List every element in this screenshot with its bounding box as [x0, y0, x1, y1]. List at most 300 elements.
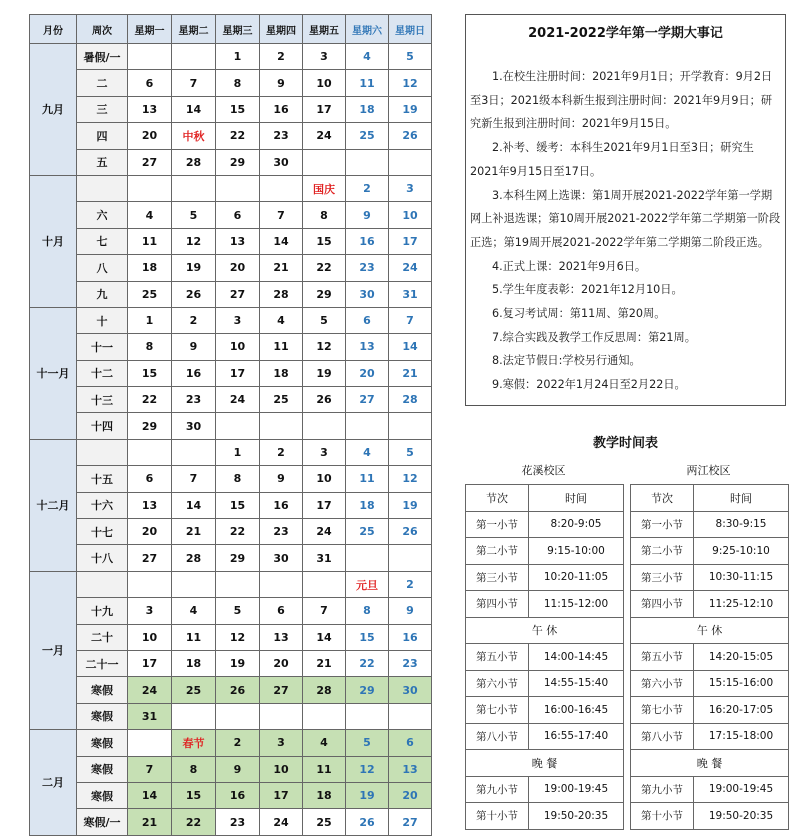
day-cell: 9	[172, 334, 216, 360]
day-cell: 10	[216, 334, 260, 360]
day-cell: 24	[303, 123, 346, 149]
day-cell: 21	[172, 519, 216, 545]
day-cell: 元旦	[346, 571, 389, 597]
day-cell	[346, 413, 389, 439]
month-label: 十月	[30, 175, 77, 307]
week-label: 十九	[77, 598, 128, 624]
calendar-row	[30, 228, 432, 254]
timetable-row	[631, 776, 789, 803]
section-time: 16:55-17:40	[529, 723, 624, 750]
day-cell: 29	[128, 413, 172, 439]
day-cell: 22	[172, 809, 216, 835]
section-time: 14:00-14:45	[529, 644, 624, 671]
day-cell: 24	[303, 519, 346, 545]
section-label: 第二小节	[631, 538, 694, 565]
day-cell: 9	[260, 466, 303, 492]
month-label: 十二月	[30, 439, 77, 571]
day-cell: 25	[346, 519, 389, 545]
timetable-header-row	[466, 485, 624, 512]
day-cell	[172, 175, 216, 201]
day-cell: 29	[346, 677, 389, 703]
day-cell: 8	[303, 202, 346, 228]
day-cell: 24	[389, 255, 432, 281]
day-cell: 18	[260, 360, 303, 386]
day-cell: 25	[346, 123, 389, 149]
week-label: 九	[77, 281, 128, 307]
section-time: 8:30-9:15	[694, 511, 789, 538]
day-cell: 28	[389, 387, 432, 413]
day-cell: 16	[346, 228, 389, 254]
header-wed: 星期三	[216, 15, 260, 44]
day-cell: 15	[216, 492, 260, 518]
event-item: 8.法定节假日:学校另行通知。	[492, 354, 641, 368]
day-cell: 7	[128, 756, 172, 782]
day-cell: 13	[128, 492, 172, 518]
day-cell	[260, 703, 303, 729]
timetable-row	[466, 644, 624, 671]
day-cell: 19	[389, 96, 432, 122]
day-cell: 20	[389, 782, 432, 808]
day-cell: 30	[346, 281, 389, 307]
day-cell: 27	[260, 677, 303, 703]
day-cell: 2	[389, 571, 432, 597]
month-label: 十一月	[30, 307, 77, 439]
calendar-row	[30, 730, 432, 756]
month-label: 二月	[30, 730, 77, 836]
calendar-row	[30, 439, 432, 465]
day-cell: 22	[303, 255, 346, 281]
day-cell: 6	[128, 70, 172, 96]
timetable-title: 教学时间表	[592, 436, 658, 451]
section-time: 19:00-19:45	[529, 776, 624, 803]
header-sat: 星期六	[346, 15, 389, 44]
dinner-break: 晚 餐	[466, 750, 624, 777]
month-label: 一月	[30, 571, 77, 729]
week-label: 十三	[77, 387, 128, 413]
event-item: 4.正式上课：2021年9月6日。	[492, 259, 647, 273]
day-cell: 15	[216, 96, 260, 122]
calendar-row	[30, 756, 432, 782]
day-cell: 13	[346, 334, 389, 360]
day-cell: 28	[172, 545, 216, 571]
header-month: 月份	[30, 15, 77, 44]
day-cell: 13	[128, 96, 172, 122]
section-time: 16:20-17:05	[694, 697, 789, 724]
day-cell: 22	[346, 650, 389, 676]
day-cell: 27	[128, 149, 172, 175]
event-item: 2.补考、缓考：本科生2021年9月1日至3日；研究生2021年9月15日至17日。	[470, 141, 754, 178]
calendar-row	[30, 677, 432, 703]
section-label: 第三小节	[466, 564, 529, 591]
calendar-row	[30, 624, 432, 650]
day-cell: 26	[216, 677, 260, 703]
day-cell: 14	[260, 228, 303, 254]
day-cell: 6	[260, 598, 303, 624]
calendar-row	[30, 598, 432, 624]
day-cell: 16	[172, 360, 216, 386]
day-cell: 2	[172, 307, 216, 333]
day-cell: 13	[216, 228, 260, 254]
section-label: 第九小节	[631, 776, 694, 803]
day-cell	[303, 703, 346, 729]
section-time: 14:55-15:40	[529, 670, 624, 697]
col-section-header: 节次	[631, 485, 694, 512]
day-cell: 30	[260, 545, 303, 571]
section-time: 8:20-9:05	[529, 511, 624, 538]
break-row	[631, 617, 789, 644]
day-cell: 11	[346, 466, 389, 492]
week-label: 二十	[77, 624, 128, 650]
calendar-row	[30, 571, 432, 597]
day-cell: 22	[216, 519, 260, 545]
day-cell: 28	[303, 677, 346, 703]
timetable-row	[631, 803, 789, 830]
day-cell: 11	[303, 756, 346, 782]
day-cell: 31	[303, 545, 346, 571]
day-cell: 19	[216, 650, 260, 676]
timetable-row	[631, 538, 789, 565]
day-cell: 12	[216, 624, 260, 650]
day-cell: 2	[260, 44, 303, 70]
event-item: 5.学生年度表彰：2021年12月10日。	[492, 283, 683, 297]
major-events-box	[465, 14, 786, 406]
day-cell: 30	[389, 677, 432, 703]
day-cell: 国庆	[303, 175, 346, 201]
section-time: 19:50-20:35	[694, 803, 789, 830]
calendar-row	[30, 650, 432, 676]
event-item: 9.寒假：2022年1月24日至2月22日。	[492, 378, 686, 392]
calendar-row	[30, 175, 432, 201]
section-label: 第四小节	[631, 591, 694, 618]
section-label: 第二小节	[466, 538, 529, 565]
day-cell: 6	[389, 730, 432, 756]
timetable-row	[631, 697, 789, 724]
day-cell: 8	[346, 598, 389, 624]
day-cell: 6	[128, 466, 172, 492]
section-label: 第一小节	[631, 511, 694, 538]
week-label: 三	[77, 96, 128, 122]
break-row	[466, 617, 624, 644]
week-label: 寒假	[77, 677, 128, 703]
header-sun: 星期日	[389, 15, 432, 44]
timetable-row	[466, 723, 624, 750]
day-cell: 22	[128, 387, 172, 413]
day-cell: 19	[303, 360, 346, 386]
header-thu: 星期四	[260, 15, 303, 44]
week-label: 五	[77, 149, 128, 175]
day-cell: 6	[216, 202, 260, 228]
day-cell: 3	[303, 44, 346, 70]
calendar-row	[30, 70, 432, 96]
day-cell	[216, 175, 260, 201]
day-cell: 1	[128, 307, 172, 333]
day-cell: 5	[303, 307, 346, 333]
day-cell: 26	[303, 387, 346, 413]
event-item: 7.综合实践及教学工作反思周：第21周。	[492, 330, 696, 344]
day-cell: 20	[216, 255, 260, 281]
day-cell	[216, 571, 260, 597]
day-cell: 17	[260, 782, 303, 808]
day-cell: 28	[260, 281, 303, 307]
day-cell	[172, 571, 216, 597]
day-cell: 25	[128, 281, 172, 307]
day-cell: 17	[303, 492, 346, 518]
day-cell: 20	[346, 360, 389, 386]
day-cell: 5	[389, 439, 432, 465]
week-label: 十八	[77, 545, 128, 571]
week-label	[77, 439, 128, 465]
day-cell: 13	[260, 624, 303, 650]
day-cell: 4	[128, 202, 172, 228]
calendar-row	[30, 413, 432, 439]
day-cell: 21	[389, 360, 432, 386]
week-label: 八	[77, 255, 128, 281]
week-label: 寒假/一	[77, 809, 128, 835]
day-cell: 16	[260, 492, 303, 518]
day-cell: 23	[260, 123, 303, 149]
calendar-row	[30, 123, 432, 149]
day-cell	[128, 439, 172, 465]
day-cell: 1	[216, 439, 260, 465]
day-cell: 春节	[172, 730, 216, 756]
day-cell	[346, 545, 389, 571]
day-cell: 29	[216, 149, 260, 175]
day-cell: 2	[346, 175, 389, 201]
day-cell: 26	[346, 809, 389, 835]
section-label: 第七小节	[466, 697, 529, 724]
week-label: 十二	[77, 360, 128, 386]
noon-break: 午 休	[631, 617, 789, 644]
day-cell: 18	[128, 255, 172, 281]
day-cell: 29	[216, 545, 260, 571]
week-label	[77, 175, 128, 201]
day-cell: 8	[128, 334, 172, 360]
calendar-row	[30, 149, 432, 175]
day-cell	[128, 571, 172, 597]
week-label: 十七	[77, 519, 128, 545]
day-cell: 16	[389, 624, 432, 650]
week-label: 六	[77, 202, 128, 228]
section-time: 10:30-11:15	[694, 564, 789, 591]
timetable-row	[466, 776, 624, 803]
calendar-row	[30, 96, 432, 122]
day-cell: 10	[303, 70, 346, 96]
day-cell: 30	[172, 413, 216, 439]
section-time: 11:25-12:10	[694, 591, 789, 618]
day-cell: 15	[128, 360, 172, 386]
calendar-row	[30, 492, 432, 518]
day-cell: 12	[389, 70, 432, 96]
day-cell	[346, 149, 389, 175]
day-cell: 11	[260, 334, 303, 360]
col-time-header: 时间	[529, 485, 624, 512]
calendar-row	[30, 202, 432, 228]
calendar-row	[30, 782, 432, 808]
day-cell: 27	[389, 809, 432, 835]
day-cell: 26	[389, 519, 432, 545]
week-label: 十五	[77, 466, 128, 492]
day-cell: 14	[172, 96, 216, 122]
day-cell: 19	[389, 492, 432, 518]
section-label: 第十小节	[631, 803, 694, 830]
calendar-row	[30, 809, 432, 835]
day-cell	[389, 149, 432, 175]
day-cell: 7	[172, 70, 216, 96]
day-cell: 9	[346, 202, 389, 228]
day-cell: 18	[303, 782, 346, 808]
timetable-row	[466, 670, 624, 697]
day-cell: 11	[172, 624, 216, 650]
day-cell	[172, 703, 216, 729]
col-section-header: 节次	[466, 485, 529, 512]
timetable-liangjiang	[630, 484, 789, 830]
day-cell: 29	[303, 281, 346, 307]
calendar-header-row	[30, 15, 432, 44]
day-cell	[216, 703, 260, 729]
events-list	[470, 65, 781, 397]
day-cell	[389, 703, 432, 729]
timetable-row	[466, 591, 624, 618]
day-cell: 14	[172, 492, 216, 518]
day-cell: 17	[128, 650, 172, 676]
header-tue: 星期二	[172, 15, 216, 44]
calendar-row	[30, 519, 432, 545]
day-cell: 3	[260, 730, 303, 756]
day-cell	[260, 571, 303, 597]
day-cell: 23	[346, 255, 389, 281]
section-label: 第六小节	[466, 670, 529, 697]
day-cell: 8	[172, 756, 216, 782]
day-cell: 14	[128, 782, 172, 808]
section-time: 9:15-10:00	[529, 538, 624, 565]
break-row	[466, 750, 624, 777]
day-cell: 9	[216, 756, 260, 782]
section-time: 11:15-12:00	[529, 591, 624, 618]
day-cell: 10	[303, 466, 346, 492]
calendar-row	[30, 255, 432, 281]
timetable-huaxi	[465, 484, 624, 830]
day-cell: 14	[389, 334, 432, 360]
week-label	[77, 571, 128, 597]
section-label: 第四小节	[466, 591, 529, 618]
day-cell: 26	[172, 281, 216, 307]
section-time: 16:00-16:45	[529, 697, 624, 724]
day-cell: 3	[389, 175, 432, 201]
week-label: 寒假	[77, 756, 128, 782]
timetable-row	[631, 564, 789, 591]
day-cell: 5	[389, 44, 432, 70]
day-cell: 11	[128, 228, 172, 254]
day-cell: 17	[303, 96, 346, 122]
day-cell: 2	[216, 730, 260, 756]
timetable-row	[466, 538, 624, 565]
noon-break: 午 休	[466, 617, 624, 644]
calendar-row	[30, 44, 432, 70]
day-cell	[216, 413, 260, 439]
day-cell: 10	[260, 756, 303, 782]
section-label: 第八小节	[631, 723, 694, 750]
timetable-row	[466, 511, 624, 538]
day-cell	[128, 730, 172, 756]
week-label: 二	[77, 70, 128, 96]
break-row	[631, 750, 789, 777]
calendar-row	[30, 703, 432, 729]
day-cell: 28	[172, 149, 216, 175]
day-cell: 12	[389, 466, 432, 492]
section-label: 第五小节	[631, 644, 694, 671]
day-cell: 26	[389, 123, 432, 149]
day-cell: 17	[389, 228, 432, 254]
calendar-row	[30, 387, 432, 413]
timetable-row	[631, 644, 789, 671]
day-cell: 4	[346, 44, 389, 70]
week-label: 寒假	[77, 703, 128, 729]
day-cell: 24	[260, 809, 303, 835]
week-label: 十一	[77, 334, 128, 360]
event-item: 1.在校生注册时间：2021年9月1日；开学教育：9月2日至3日；2021级本科新生报到注册时间：2021年9月9日；研究新生报到注册时间：2021年9月15日。	[470, 70, 773, 131]
timetable-row	[466, 803, 624, 830]
day-cell: 2	[260, 439, 303, 465]
day-cell	[128, 44, 172, 70]
week-label: 暑假/一	[77, 44, 128, 70]
day-cell: 20	[128, 123, 172, 149]
week-label: 寒假	[77, 730, 128, 756]
campus-name-liangjiang: 两江校区	[686, 464, 731, 477]
day-cell: 12	[346, 756, 389, 782]
day-cell: 3	[216, 307, 260, 333]
events-title: 2021-2022学年第一学期大事记	[528, 26, 723, 41]
header-mon: 星期一	[128, 15, 172, 44]
day-cell: 9	[260, 70, 303, 96]
week-label: 十四	[77, 413, 128, 439]
section-time: 9:25-10:10	[694, 538, 789, 565]
day-cell	[128, 175, 172, 201]
day-cell	[260, 413, 303, 439]
event-item: 6.复习考试周：第11周、第20周。	[492, 307, 666, 321]
day-cell	[303, 413, 346, 439]
day-cell: 14	[303, 624, 346, 650]
day-cell: 21	[303, 650, 346, 676]
calendar-row	[30, 281, 432, 307]
calendar-row	[30, 466, 432, 492]
day-cell: 31	[128, 703, 172, 729]
day-cell: 10	[389, 202, 432, 228]
day-cell: 18	[172, 650, 216, 676]
calendar-row	[30, 307, 432, 333]
timetable-row	[466, 697, 624, 724]
timetable-row	[631, 591, 789, 618]
day-cell: 17	[216, 360, 260, 386]
col-time-header: 时间	[694, 485, 789, 512]
week-label: 七	[77, 228, 128, 254]
calendar-row	[30, 545, 432, 571]
day-cell: 23	[260, 519, 303, 545]
day-cell: 11	[346, 70, 389, 96]
day-cell	[303, 149, 346, 175]
day-cell: 7	[260, 202, 303, 228]
timetable-row	[631, 670, 789, 697]
day-cell: 5	[346, 730, 389, 756]
section-label: 第六小节	[631, 670, 694, 697]
day-cell: 27	[346, 387, 389, 413]
day-cell: 27	[216, 281, 260, 307]
day-cell: 12	[172, 228, 216, 254]
day-cell: 21	[260, 255, 303, 281]
day-cell: 13	[389, 756, 432, 782]
section-label: 第十小节	[466, 803, 529, 830]
section-time: 17:15-18:00	[694, 723, 789, 750]
day-cell	[389, 413, 432, 439]
